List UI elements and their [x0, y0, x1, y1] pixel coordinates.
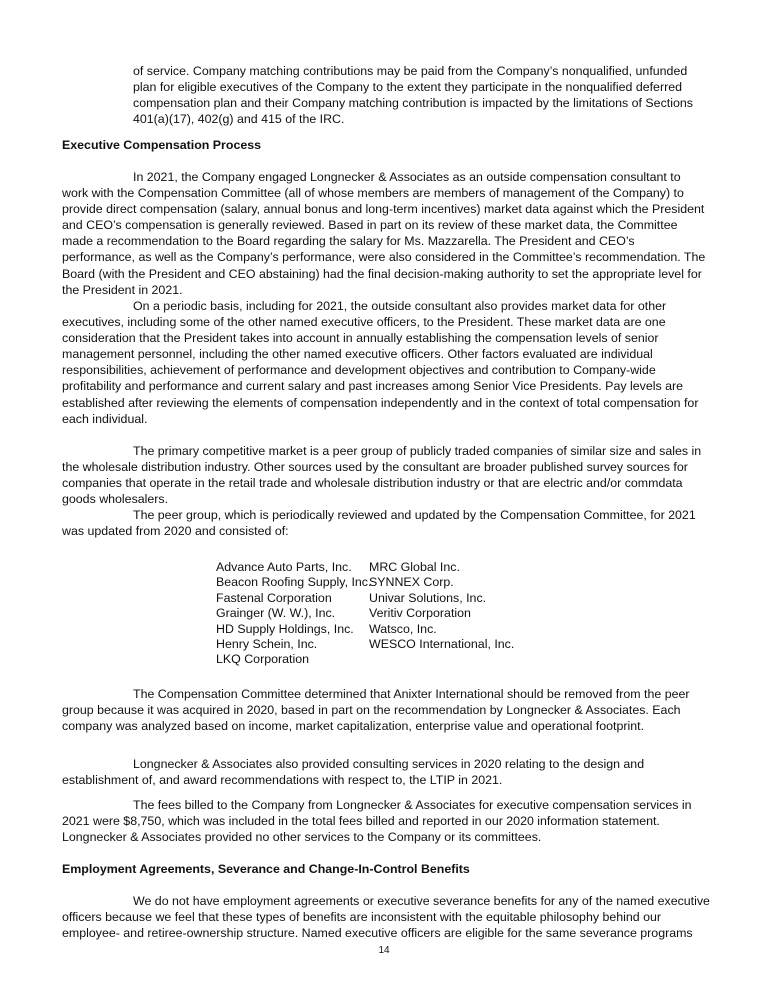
peer-company: SYNNEX Corp.	[369, 575, 454, 590]
paragraph-periodic-basis	[62, 298, 710, 427]
peer-company: HD Supply Holdings, Inc.	[216, 621, 354, 636]
paragraph-competitive-market	[62, 443, 710, 507]
paragraph-text: The fees billed to the Company from Longnecker & Associates for executive compensation services in 2021 were $8,750, which was included in the total fees billed and reported in our 2020 information statement. Longnecker & Associates provided no other services to the Company or its committees.	[62, 798, 692, 845]
peer-company: Veritiv Corporation	[369, 606, 471, 621]
peer-group-list	[216, 560, 576, 668]
paragraph-text: The Compensation Committee determined that Anixter International should be removed from the peer group because it was acquired in 2020, based in part on the recommendation by Longnecker & Associates. Each company was analyzed based on income, market capitalization, enterprise value and operational footprint.	[62, 687, 690, 734]
paragraph-text: On a periodic basis, including for 2021, the outside consultant also provides market data for other executives, including some of the other named executive officers, to the President. These market data are one consideration that the President takes into account in annually establishing the compensation levels of senior management personnel, including the other named executive officers. Other factors evaluated are individual responsibilities, achievement of performance and development objectives and contribution to Company-wide profitability and performance and current salary and past increases among Senior Vice Presidents. Pay levels are established after reviewing the elements of compensation independently and in the context of total compensation for each individual.	[62, 299, 699, 426]
peer-company: Univar Solutions, Inc.	[369, 590, 487, 605]
paragraph-consultant-engagement	[62, 169, 710, 298]
peer-company: MRC Global Inc.	[369, 560, 460, 574]
paragraph-anixter-removal	[62, 686, 710, 734]
paragraph-text: We do not have employment agreements or executive severance benefits for any of the named executive officers because we feel that these types of benefits are inconsistent with the equitable philosophy behind our employee- and retiree-ownership structure. Named executive officers are eligible for the same severance programs	[62, 894, 710, 941]
paragraph-text: The peer group, which is periodically reviewed and updated by the Compensation Committee, for 2021 was updated from 2020 and consisted of:	[62, 508, 696, 539]
peer-company: WESCO International, Inc.	[369, 637, 515, 652]
section-heading-employment-agreements: Employment Agreements, Severance and Change-In-Control Benefits	[62, 862, 470, 876]
paragraph-text: The primary competitive market is a peer group of publicly traded companies of similar size and sales in the wholesale distribution industry. Other sources used by the consultant are broader published survey sources for companies that operate in the retail trade and wholesale distribution industry or that are electric and/or commdata goods wholesalers.	[62, 444, 702, 507]
paragraph-peer-group-intro	[62, 507, 710, 539]
peer-company: Fastenal Corporation	[216, 590, 332, 605]
section-heading-exec-comp-process: Executive Compensation Process	[62, 138, 262, 152]
page-number: 14	[378, 945, 390, 956]
peer-company: Henry Schein, Inc.	[216, 637, 318, 652]
peer-company: Beacon Roofing Supply, Inc.	[216, 575, 372, 590]
peer-company: Grainger (W. W.), Inc.	[216, 606, 336, 621]
peer-company-empty	[369, 652, 569, 667]
paragraph-text: Longnecker & Associates also provided consulting services in 2020 relating to the design and establishment of, and award recommendations with respect to, the LTIP in 2021.	[62, 757, 645, 788]
peer-company: Watsco, Inc.	[369, 621, 437, 636]
peer-company: LKQ Corporation	[216, 652, 309, 667]
paragraph-consulting-services	[62, 756, 710, 788]
paragraph-severance	[62, 893, 710, 941]
paragraph-fees-billed	[62, 797, 710, 845]
peer-company: Advance Auto Parts, Inc.	[216, 560, 352, 574]
paragraph-text: In 2021, the Company engaged Longnecker & Associates as an outside compensation consultant to work with the Compensation Committee (all of whose members are members of management of the Company) to provide direct compensation (salary, annual bonus and long-term incentives) market data against which the President and CEO’s compensation is generally reviewed. Based in part on its review of these market data, the Committee made a recommendation to the Board regarding the salary for Ms. Mazzarella. The President and CEO’s performance, as well as the Company’s performance, were also considered in the Committee’s recommendation. The Board (with the President and CEO abstaining) had the final decision-making authority to set the appropriate level for the President in 2021.	[62, 170, 706, 297]
continuation-paragraph: of service. Company matching contributions may be paid from the Company’s nonqualified, unfunded plan for eligible executives of the Company to the extent they participate in the nonqualified deferred compensation plan and their Company matching contribution is impacted by the limitations of Sections 401(a)(17), 402(g) and 415 of the IRC.	[133, 64, 693, 127]
